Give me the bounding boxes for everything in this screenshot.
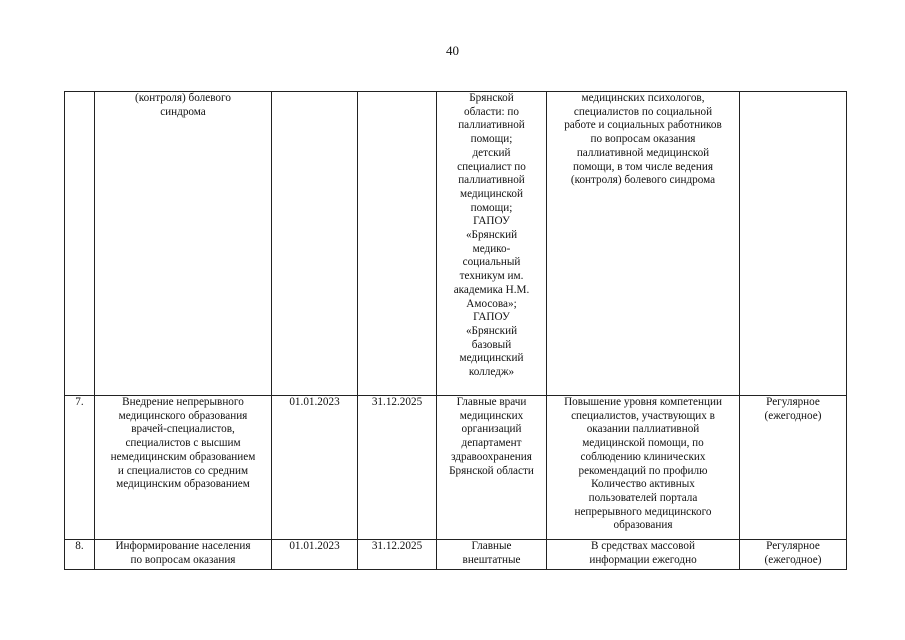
frequency-cell: Регулярное (ежегодное) xyxy=(740,396,847,540)
responsible-cell: Главные внештатные xyxy=(437,540,547,570)
activity-cell: Информирование населения по вопросам оказания xyxy=(95,540,272,570)
end-date-cell: 31.12.2025 xyxy=(358,396,437,540)
result-cell: медицинских психологов, специалистов по социальной работе и социальных работников по вопросам оказания паллиативной медицинской помощи, в том числе ведения (контроля) болевого синдрома xyxy=(547,92,740,396)
frequency-cell xyxy=(740,92,847,396)
row-number-cell xyxy=(65,92,95,396)
end-date-cell: 31.12.2025 xyxy=(358,540,437,570)
end-date-cell xyxy=(358,92,437,396)
activities-table xyxy=(64,91,847,570)
start-date-cell: 01.01.2023 xyxy=(272,540,358,570)
start-date-cell: 01.01.2023 xyxy=(272,396,358,540)
row-number-cell: 7. xyxy=(65,396,95,540)
result-cell: Повышение уровня компетенции специалистов, участвующих в оказании паллиативной медицинской помощи, по соблюдению клинических рекомендаций по профилю Количество активных пользователей портала непрерывного медицинского образования xyxy=(547,396,740,540)
page-number: 40 xyxy=(446,43,459,58)
row-number-cell: 8. xyxy=(65,540,95,570)
result-cell: В средствах массовой информации ежегодно xyxy=(547,540,740,570)
responsible-cell: Главные врачи медицинских организаций департамент здравоохранения Брянской области xyxy=(437,396,547,540)
start-date-cell xyxy=(272,92,358,396)
responsible-cell: Брянской области: по паллиативной помощи; детский специалист по паллиативной медицинской помощи; ГАПОУ «Брянский медико- социальный техникум им. академика Н.М. Амосова»; ГАПОУ «Брянский базовый медицинский колледж» xyxy=(437,92,547,396)
table-row xyxy=(65,396,847,540)
table-row xyxy=(65,540,847,570)
activity-cell: (контроля) болевого синдрома xyxy=(95,92,272,396)
table-row xyxy=(65,92,847,396)
activity-cell: Внедрение непрерывного медицинского образования врачей-специалистов, специалистов с высшим немедицинским образованием и специалистов со средним медицинским образованием xyxy=(95,396,272,540)
frequency-cell: Регулярное (ежегодное) xyxy=(740,540,847,570)
